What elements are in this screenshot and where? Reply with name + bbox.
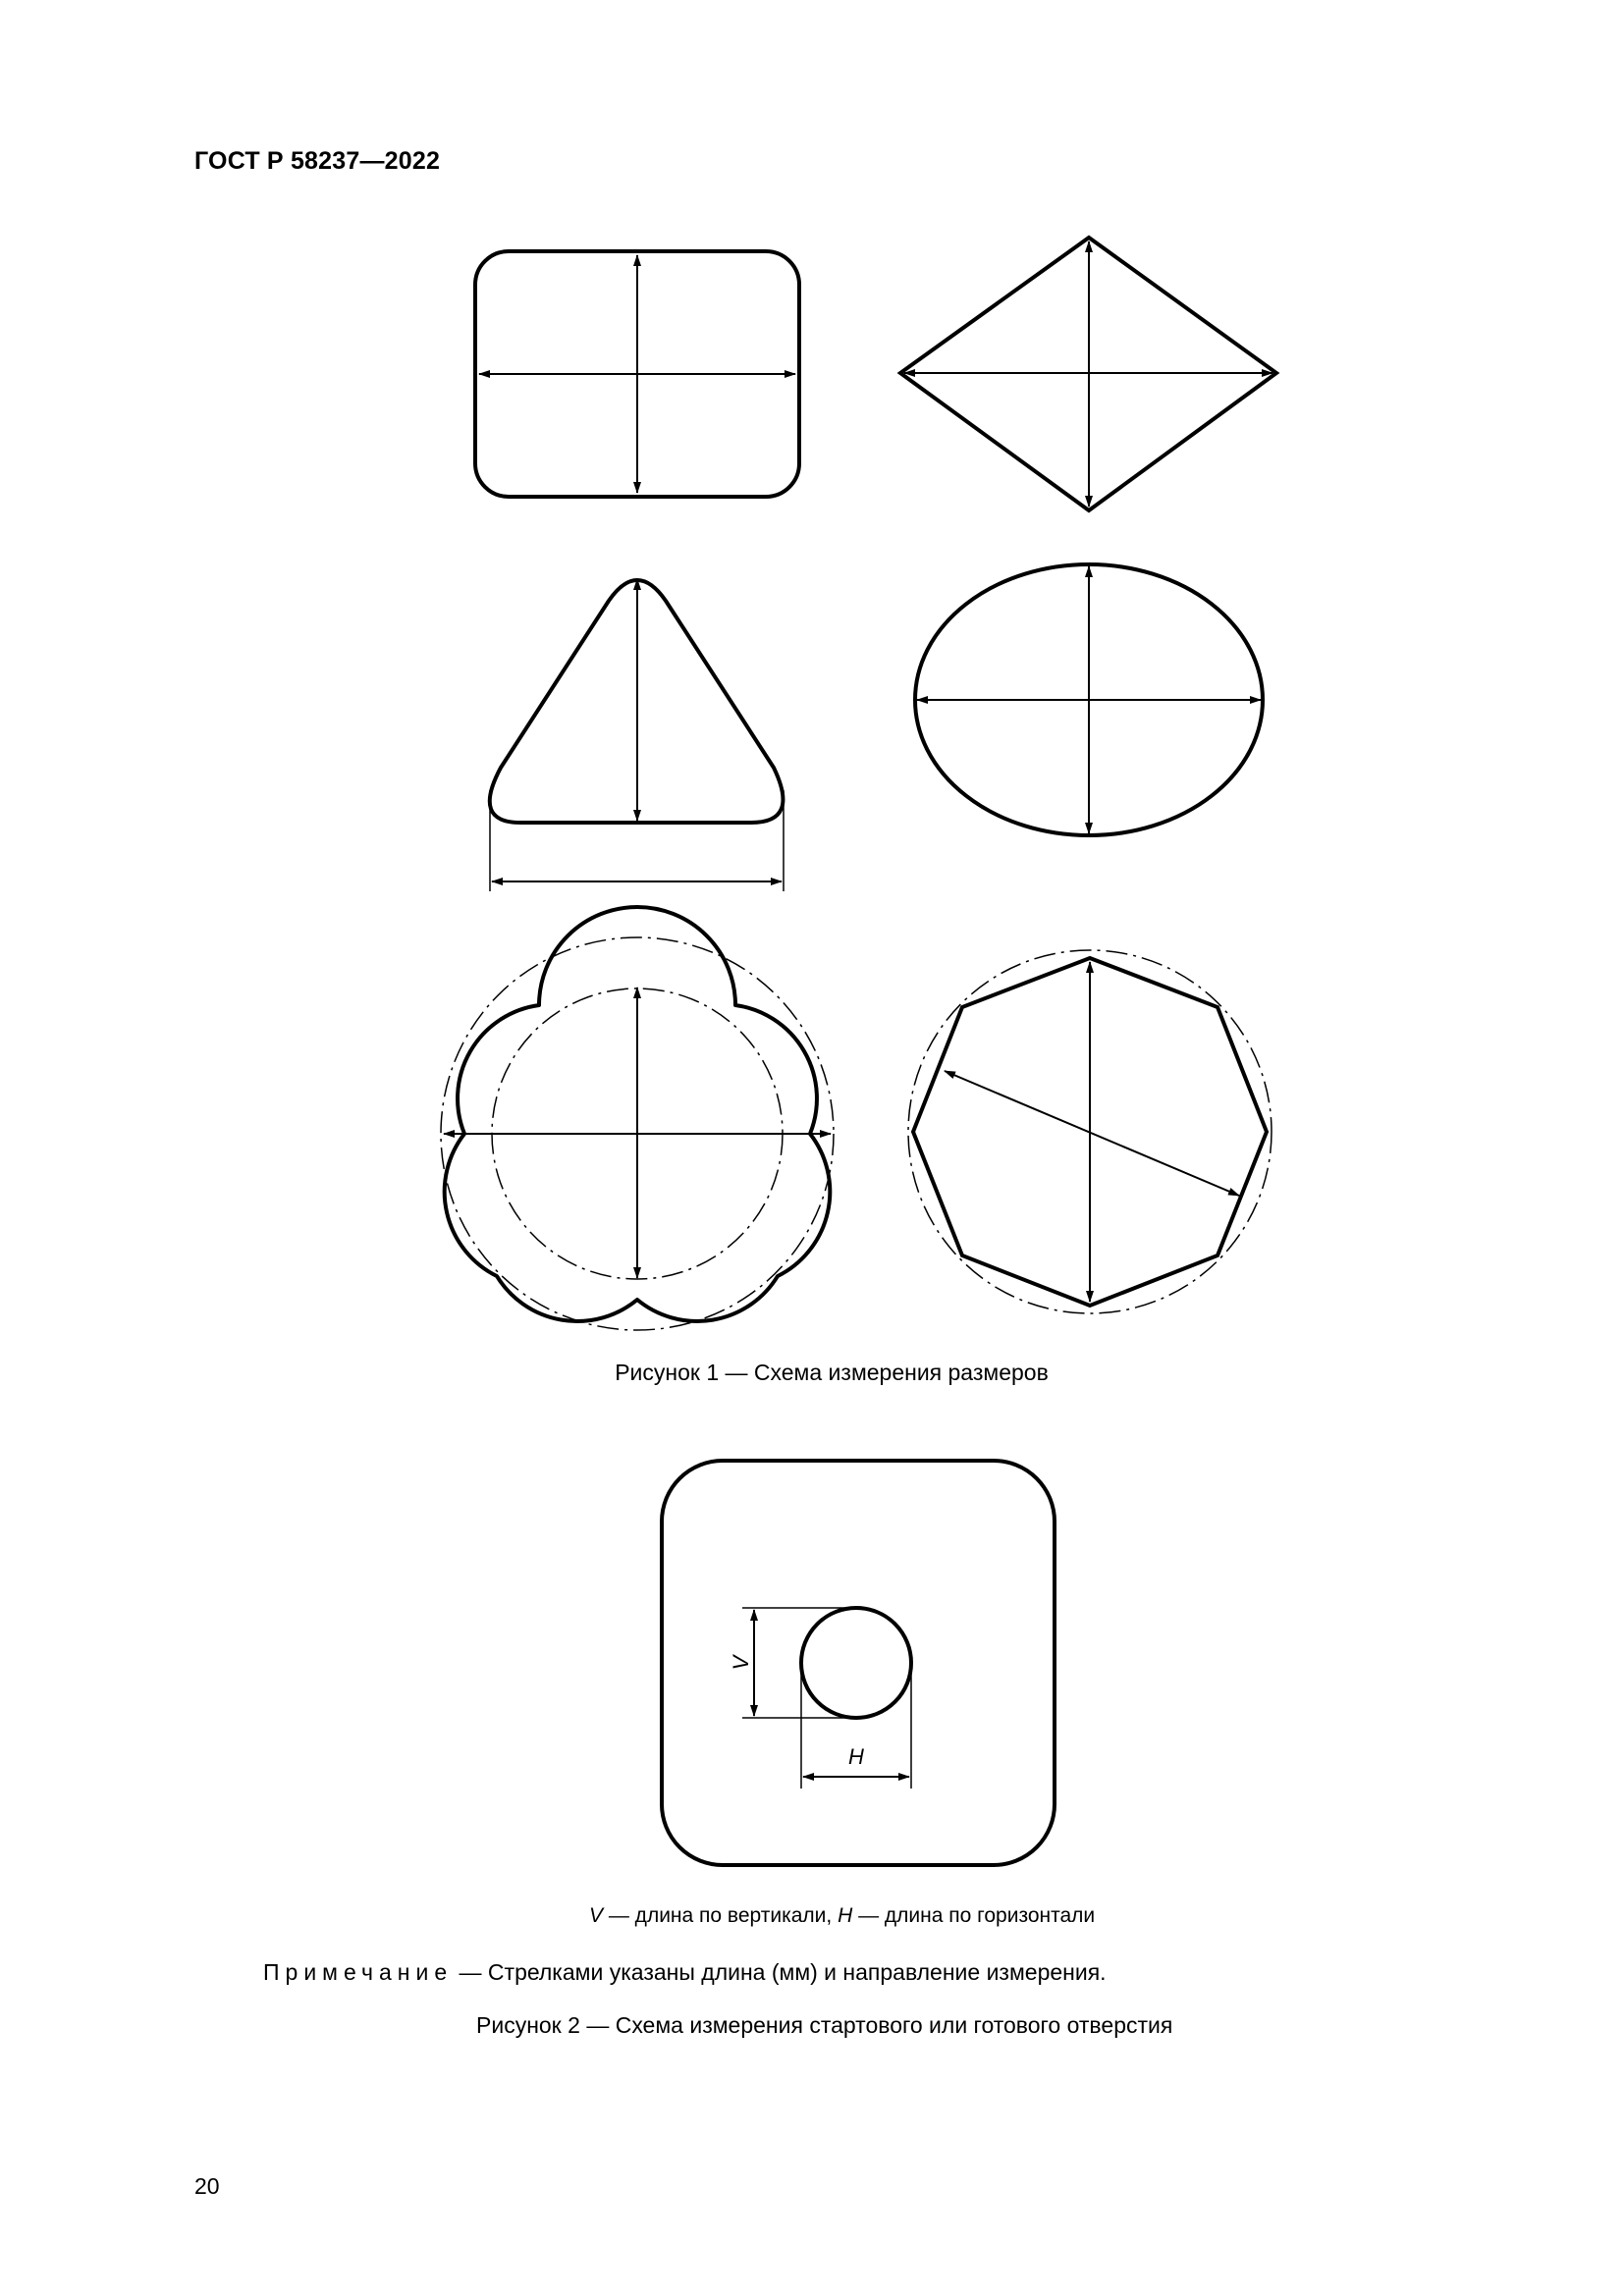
flower-shape (441, 907, 834, 1330)
legend-h-symbol: H (838, 1904, 853, 1927)
hole-circle-shape (742, 1608, 911, 1789)
figure-2-legend (589, 1904, 1095, 1928)
note-paragraph (263, 1959, 1107, 1986)
rounded-rectangle-shape (475, 251, 799, 497)
page-number: 20 (194, 2173, 220, 2199)
ellipse-shape (915, 564, 1263, 835)
legend-v-symbol: V (589, 1904, 604, 1927)
octagon-shape (908, 950, 1272, 1313)
rhombus-shape (900, 238, 1276, 510)
horizontal-length-label: H (848, 1744, 864, 1769)
legend-h-text: — длина по горизонтали (852, 1904, 1096, 1927)
rounded-triangle-shape (490, 579, 784, 891)
square-plate-shape (662, 1461, 1055, 1865)
document-header-code: ГОСТ Р 58237—2022 (194, 147, 441, 175)
note-text: — Стрелками указаны длина (мм) и направление измерения. (453, 1959, 1107, 1985)
figure-2-caption: Рисунок 2 — Схема измерения стартового или готового отверстия (476, 2012, 1173, 2038)
note-label: Примечание (263, 1959, 454, 1985)
vertical-length-label: V (729, 1655, 753, 1671)
figure-1-caption: Рисунок 1 — Схема измерения размеров (615, 1360, 1049, 1385)
legend-v-text: — длина по вертикали, (603, 1904, 839, 1927)
